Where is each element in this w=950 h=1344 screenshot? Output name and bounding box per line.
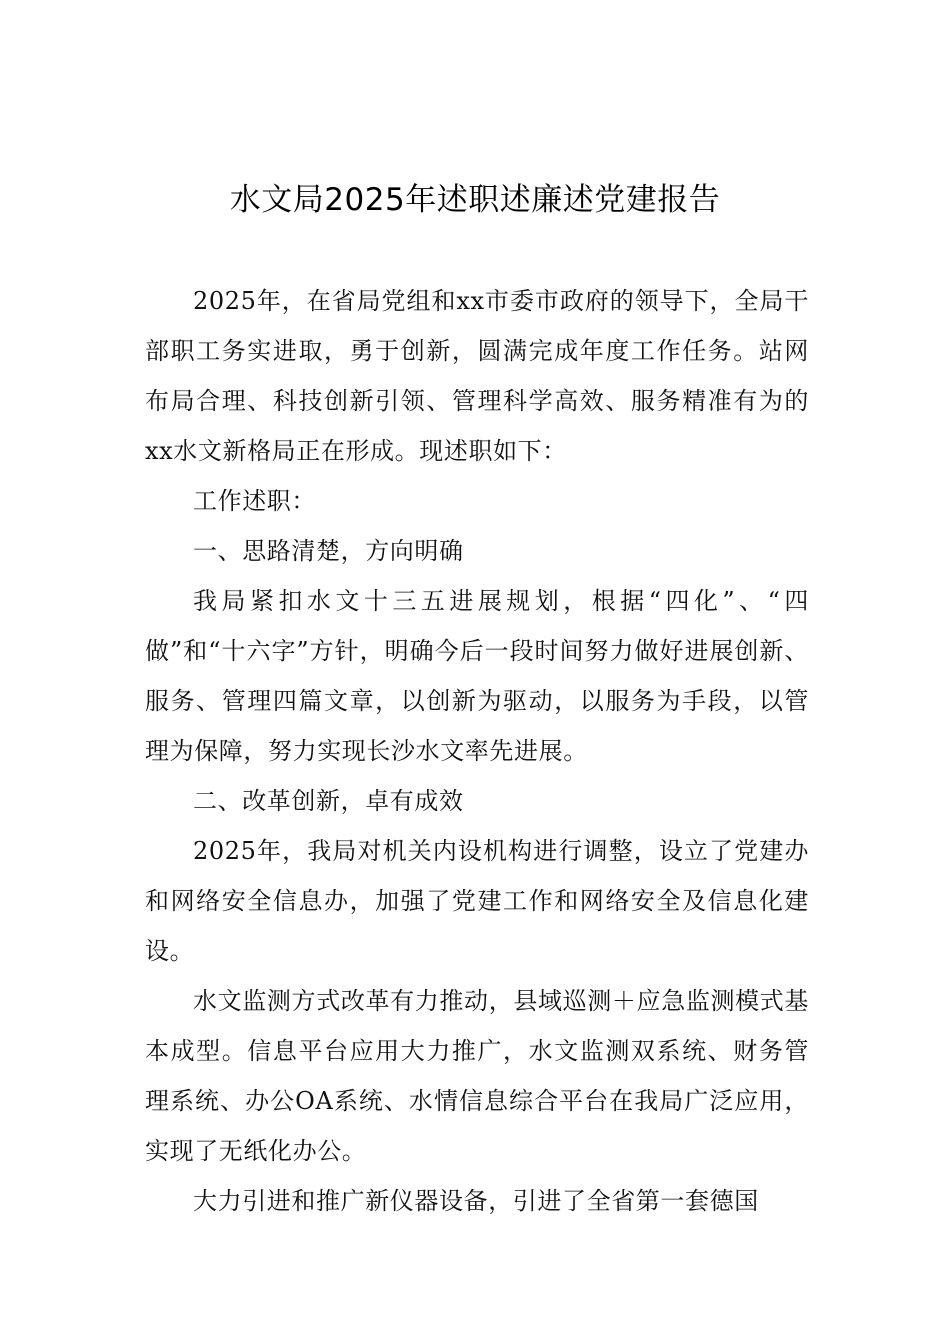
paragraph-work-report-heading: 工作述职： <box>193 487 316 515</box>
paragraph-section-2-c: 大力引进和推广新仪器设备，引进了全省第一套德国 <box>193 1187 759 1215</box>
paragraph-section-1: 我局紧扣水文十三五进展规划，根据“四化”、“四做”和“十六字”方针，明确今后一段时间努力做好进展创新、服务、管理四篇文章，以创新为驱动，以服务为手段，以管理为保障，努力实现长沙水文率先进展。 <box>145 587 809 765</box>
section-heading-1: 一、思路清楚，方向明确 <box>193 537 464 565</box>
section-heading-2: 二、改革创新，卓有成效 <box>193 787 464 815</box>
paragraph-intro: 2025年，在省局党组和xx市委市政府的领导下，全局干部职工务实进取，勇于创新，圆满完成年度工作任务。站网布局合理、科技创新引领、管理科学高效、服务精准有为的xx水文新格局正在形成。现述职如下： <box>145 287 809 465</box>
document-body <box>145 276 809 1226</box>
document-title: 水文局2025年述职述廉述党建报告 <box>229 182 721 218</box>
paragraph-section-2-b: 水文监测方式改革有力推动，县域巡测＋应急监测模式基本成型。信息平台应用大力推广，水文监测双系统、财务管理系统、办公OA系统、水情信息综合平台在我局广泛应用，实现了无纸化办公。 <box>145 987 809 1165</box>
paragraph-section-2-a: 2025年，我局对机关内设机构进行调整，设立了党建办和网络安全信息办，加强了党建工作和网络安全及信息化建设。 <box>145 837 809 965</box>
